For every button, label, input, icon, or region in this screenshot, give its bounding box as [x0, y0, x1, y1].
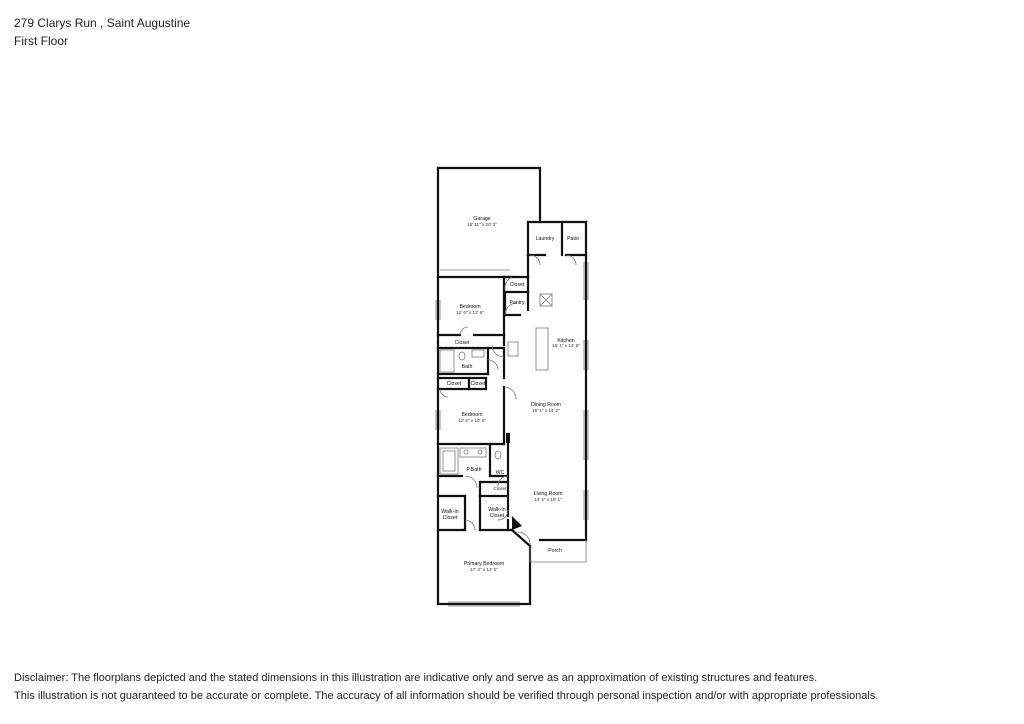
room-labels [441, 216, 580, 572]
garage-label: Garage [473, 216, 491, 222]
disclaimer-line-2: This illustration is not guaranteed to be accurate or complete. The accuracy of all information should be verified through personal inspection and/or with appropriate professionals. [14, 690, 879, 702]
primary-bedroom-label: Primary Bedroom [463, 561, 505, 567]
pbath-label: P.Bath [466, 467, 482, 473]
laundry-label: Laundry [535, 236, 555, 242]
bedroom-dims: 12' 6" x 10' 6" [458, 418, 486, 423]
dining-room-dims: 15' 1" x 14' 2" [532, 408, 560, 413]
bedroom-label: Bedroom [461, 412, 483, 418]
living-room-label: Living Room [533, 491, 563, 497]
patio-label: Patio [567, 236, 579, 242]
wc-label: WC [495, 470, 505, 476]
garage-dims: 18' 11" x 20' 3" [467, 222, 497, 227]
walk-in-closet-label: Walk-In [441, 509, 459, 515]
disclaimer-line-1: Disclaimer: The floorplans depicted and the stated dimensions in this illustration are indicative only and serve as an approximation of existing structures and features. [14, 672, 818, 684]
pantry-label: Pantry [509, 300, 525, 306]
closet-label: Closet [454, 340, 470, 346]
porch-label: Porch [548, 548, 562, 554]
closet-label: Closet [493, 486, 507, 491]
walk-in-closet-label: Walk-In [488, 507, 506, 513]
living-room-dims: 14' 2" x 19' 1" [534, 497, 562, 502]
walk-in-closet-label: Closet [442, 515, 458, 521]
closet-label: Closet [509, 282, 525, 288]
bedroom-label: Bedroom [459, 304, 481, 310]
address-title: 279 Clarys Run , Saint Augustine [14, 16, 191, 30]
closet-label: Closet [470, 381, 486, 387]
floor-label: First Floor [14, 34, 68, 48]
kitchen-dims: 15' 1" x 14' 8" [552, 343, 580, 348]
primary-bedroom-dims: 17' 3" x 13' 5" [470, 567, 498, 572]
dining-room-label: Dining Room [531, 402, 561, 408]
walk-in-closet-label: Closet [489, 513, 505, 519]
kitchen-label: Kitchen [557, 338, 575, 344]
bath-label: Bath [461, 364, 473, 370]
bedroom-dims: 12' 6" x 13' 8" [456, 310, 484, 315]
closet-label: Closet [446, 381, 462, 387]
